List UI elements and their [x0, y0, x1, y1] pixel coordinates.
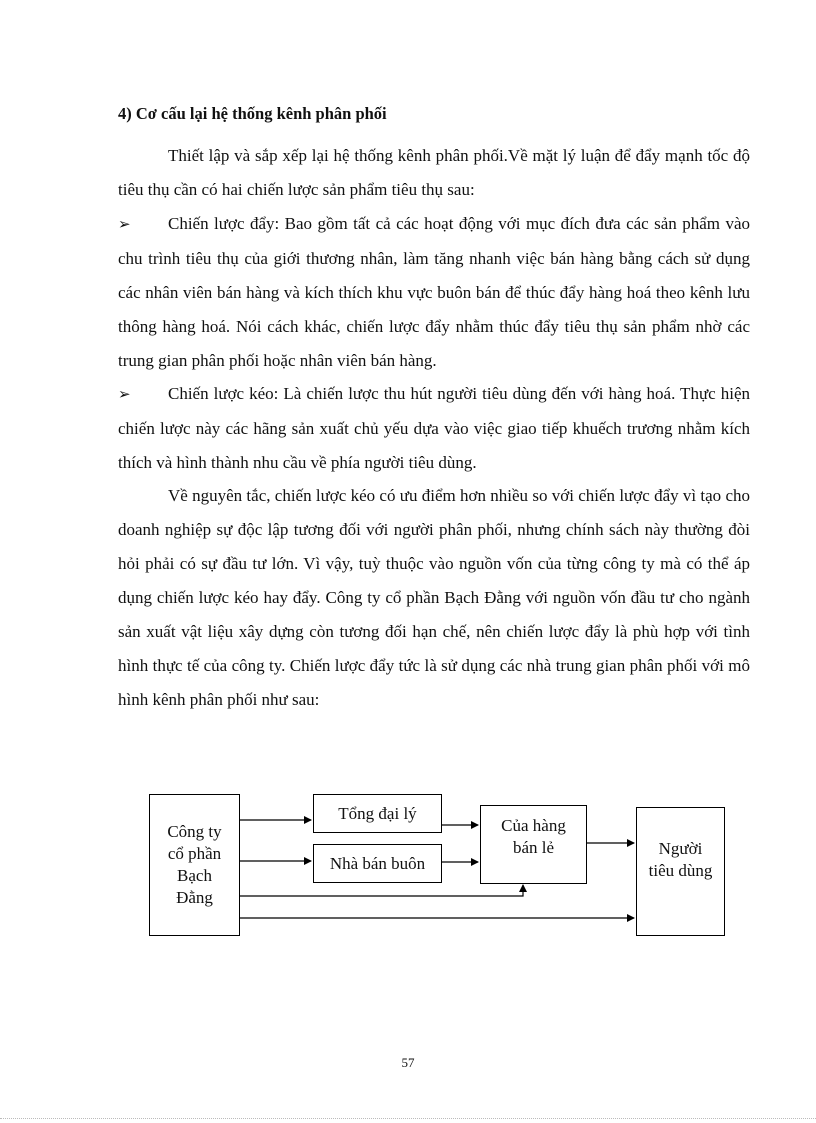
principle-paragraph: Về nguyên tắc, chiến lược kéo có ưu điểm hơn nhiều so với chiến lược đẩy vì tạo cho doanh nghiệp sự độc lập tương đối với người phân phối, nhưng chính sách này thường đòi hỏi phải có sự đầu tư lớn. Vì vậy, tuỳ thuộc vào nguồn vốn của từng công ty mà có thể áp dụng chiến lược kéo hay đẩy. Công ty cổ phần Bạch Đằng với nguồn vốn đầu tư cho ngành sản xuất vật liệu xây dựng còn tương đối hạn chế, nên chiến lược đẩy là phù hợp với tình hình thực tế của công ty. Chiến lược đẩy tức là sử dụng các nhà trung gian phân phối với mô hình kênh phân phối như sau: — [118, 486, 750, 709]
retailer-line: bán lẻ — [512, 838, 555, 857]
push-strategy-bullet — [118, 207, 750, 378]
agent-label: Tổng đại lý — [338, 803, 417, 823]
consumer-box — [636, 807, 725, 936]
consumer-line: Người — [658, 839, 703, 858]
company-box — [149, 794, 240, 936]
consumer-line: tiêu dùng — [648, 861, 713, 880]
page-bottom-divider — [0, 1118, 816, 1119]
distribution-channel-diagram — [146, 790, 726, 940]
retailer-box — [480, 805, 587, 884]
arrow-bullet-icon: ➢ — [118, 387, 131, 403]
page-number: 57 — [401, 1055, 415, 1070]
retailer-line: Của hàng — [501, 816, 566, 835]
arrow-company-to-retailer — [239, 885, 523, 896]
company-line: cổ phần — [167, 844, 222, 863]
arrow-bullet-icon: ➢ — [118, 217, 131, 233]
pull-strategy-text: Chiến lược kéo: Là chiến lược thu hút người tiêu dùng đến với hàng hoá. Thực hiện chiến lược này các hãng sản xuất chủ yếu dựa vào việc giao tiếp khuếch trương nhằm kích thích và hình thành nhu cầu về phía người tiêu dùng. — [118, 384, 750, 472]
company-line: Đằng — [176, 888, 213, 907]
push-strategy-text: Chiến lược đẩy: Bao gồm tất cả các hoạt động với mục đích đưa các sản phẩm vào chu trình tiêu thụ của giới thương nhân, làm tăng nhanh việc bán hàng bằng cách sử dụng các nhân viên bán hàng và kích thích khu vực buôn bán để thúc đẩy hàng hoá theo kênh lưu thông hàng hoá. Nói cách khác, chiến lược đẩy nhằm thúc đẩy tiêu thụ sản phẩm nhờ các trung gian phân phối hoặc nhân viên bán hàng. — [118, 214, 750, 370]
pull-strategy-bullet — [118, 377, 750, 480]
section-heading: 4) Cơ cấu lại hệ thống kênh phân phối — [118, 104, 387, 123]
wholesaler-label: Nhà bán buôn — [329, 853, 426, 873]
wholesaler-box — [313, 844, 442, 883]
intro-paragraph: Thiết lập và sắp xếp lại hệ thống kênh phân phối.Về mặt lý luận để đẩy mạnh tốc độ tiêu thụ cần có hai chiến lược sản phẩm tiêu thụ sau: — [118, 146, 750, 199]
company-line: Công ty — [167, 822, 222, 841]
company-line: Bạch — [177, 866, 212, 885]
agent-box — [313, 794, 442, 833]
